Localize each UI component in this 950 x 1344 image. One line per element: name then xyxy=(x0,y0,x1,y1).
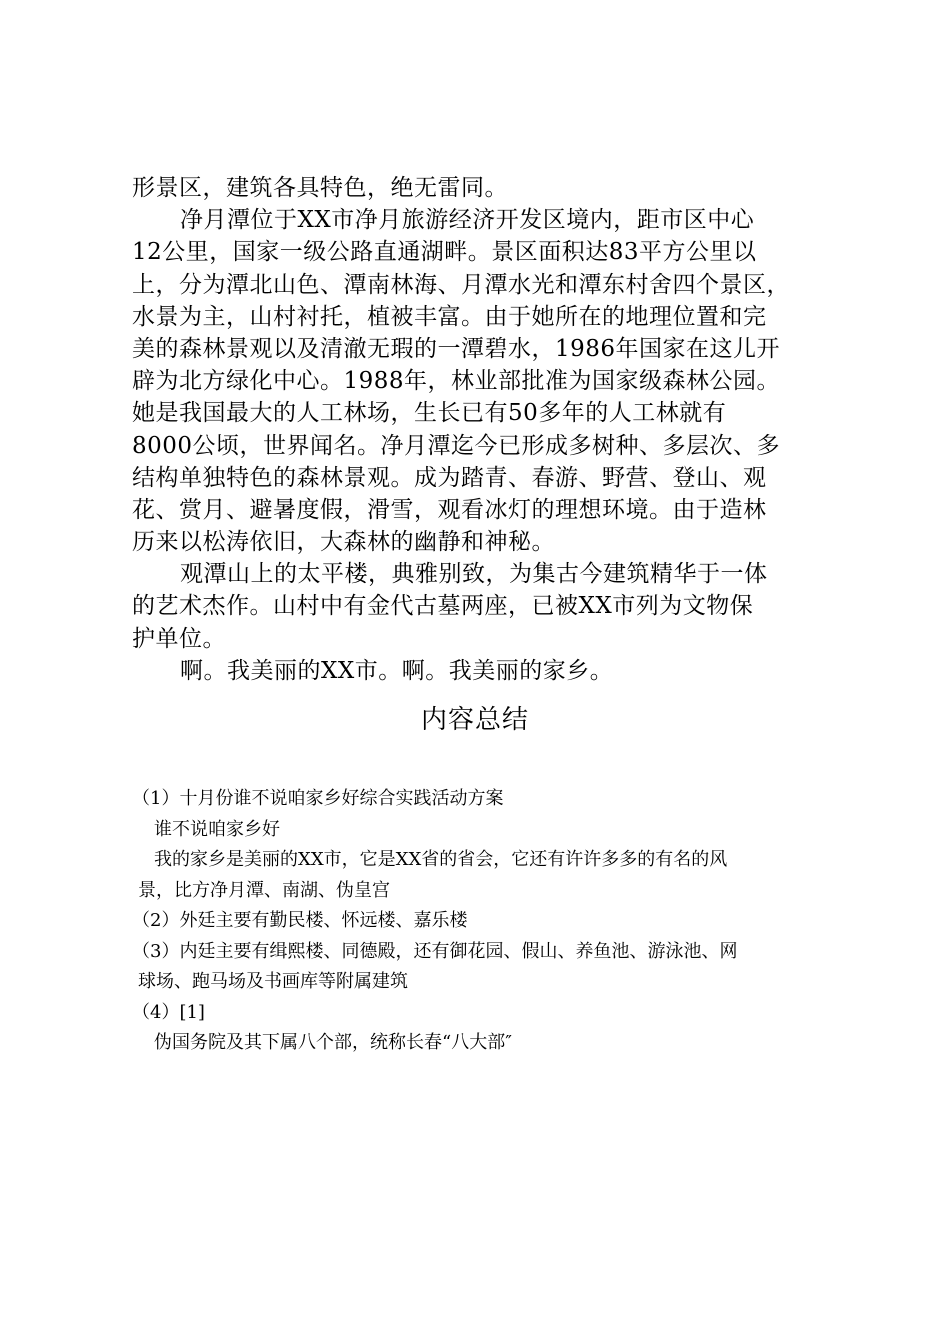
summary-line: 我的家乡是美丽的XX市，它是XX省的省会，它还有许许多多的有名的风 xyxy=(154,849,728,870)
summary-line: 伪国务院及其下属八个部，统称长春“八大部″ xyxy=(154,1032,512,1053)
body-line: 护单位。 xyxy=(132,625,226,652)
body-line: 历来以松涛依旧，大森林的幽静和神秘。 xyxy=(132,529,555,556)
body-line: 花、赏月、避暑度假，滑雪，观看冰灯的理想环境。由于造林 xyxy=(132,496,767,523)
summary-line: （3）内廷主要有缉熙楼、同德殿，还有御花园、假山、养鱼池、游泳池、网 xyxy=(132,940,738,962)
body-line: 辟为北方绿化中心。1988年，林业部批准为国家级森林公园。 xyxy=(132,368,781,395)
body-line: 观潭山上的太平楼，典雅别致，为集古今建筑精华于一体 xyxy=(180,561,768,588)
article-body xyxy=(132,172,832,687)
summary-line: 景，比方净月潭、南湖、伪皇宫 xyxy=(138,879,390,901)
body-line: 净月潭位于XX市净月旅游经济开发区境内，距市区中心 xyxy=(180,207,755,234)
body-line: 8000公顷，世界闻名。净月潭迄今已形成多树种、多层次、多 xyxy=(132,432,781,459)
body-line: 12公里，国家一级公路直通湖畔。景区面积达83平方公里以 xyxy=(132,239,757,266)
body-line: 结构单独特色的森林景观。成为踏青、春游、野营、登山、观 xyxy=(132,464,767,491)
summary-line: 球场、跑马场及书画库等附属建筑 xyxy=(138,971,408,992)
summary-line: （2）外廷主要有勤民楼、怀远楼、嘉乐楼 xyxy=(132,910,468,931)
body-line: 的艺术杰作。山村中有金代古墓两座，已被XX市列为文物保 xyxy=(132,593,754,620)
body-line: 水景为主，山村衬托，植被丰富。由于她所在的地理位置和完 xyxy=(132,303,767,330)
body-line: 美的森林景观以及清澈无瑕的一潭碧水，1986年国家在这儿开 xyxy=(132,335,781,362)
summary-line: （4）[1] xyxy=(132,1001,205,1023)
body-line: 上，分为潭北山色、潭南林海、月潭水光和潭东村舍四个景区， xyxy=(132,271,790,298)
summary-line: （1）十月份谁不说咱家乡好综合实践活动方案 xyxy=(132,788,504,809)
body-line: 啊。我美丽的XX市。啊。我美丽的家乡。 xyxy=(180,657,614,684)
section-title: 内容总结 xyxy=(420,705,529,735)
summary-line: 谁不说咱家乡好 xyxy=(154,818,280,840)
body-line: 形景区，建筑各具特色，绝无雷同。 xyxy=(132,175,508,201)
summary-list xyxy=(132,784,832,1059)
body-line: 她是我国最大的人工林场，生长已有50多年的人工林就有 xyxy=(132,400,727,427)
